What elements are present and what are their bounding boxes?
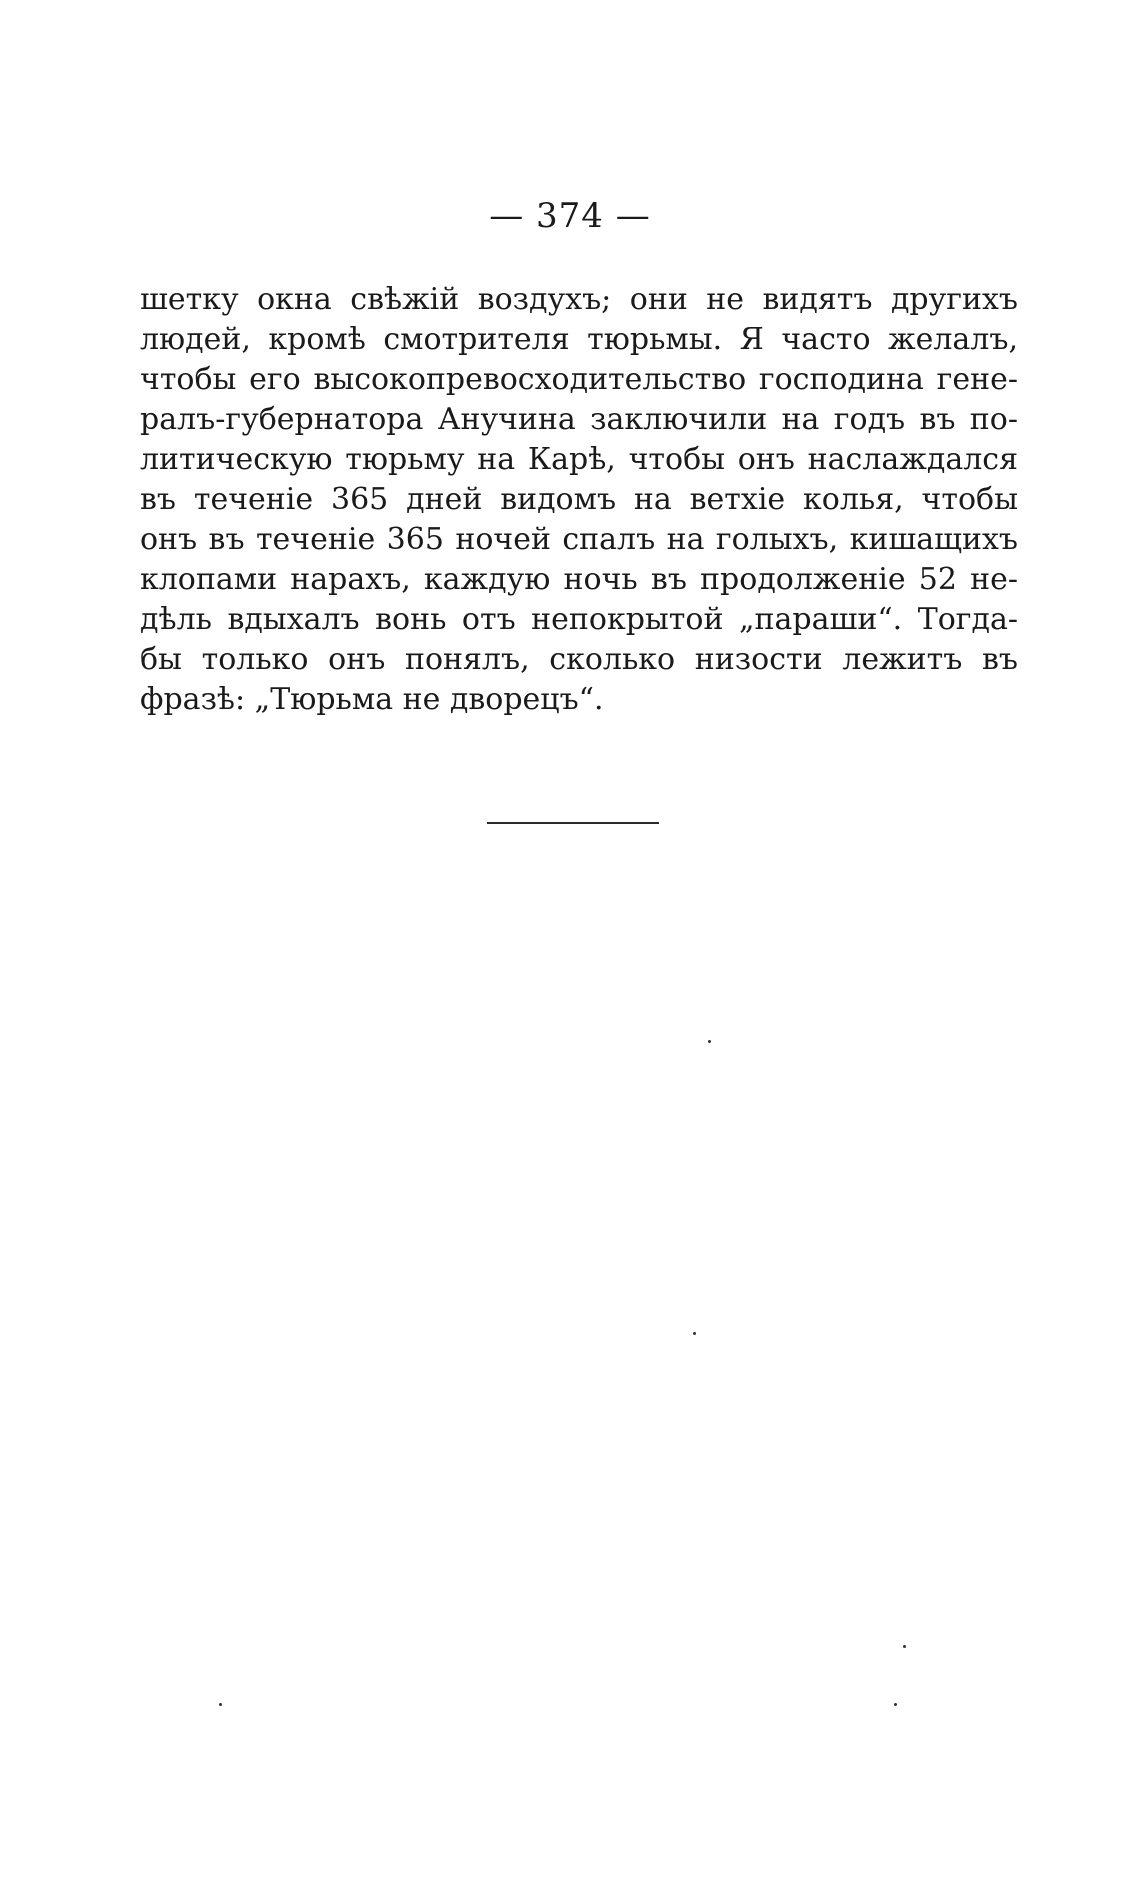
text-line: бы только онъ понялъ, сколько низости лежитъ въ [140,642,1018,677]
text-line: шетку окна свѣжій воздухъ; они не видятъ другихъ [140,282,1018,317]
scan-speck [693,1332,696,1335]
scan-speck [903,1645,906,1648]
page-number: — 374 — [489,196,651,236]
text-line: ралъ-губернатора Анучина заключили на годъ въ по- [140,402,1018,437]
text-line: чтобы его высокопревосходительство господина гене- [140,362,1018,397]
text-line-final: фразѣ: „Тюрьма не дворецъ“. [140,682,604,717]
text-line: литическую тюрьму на Карѣ, чтобы онъ наслаждался [140,442,1018,477]
text-line: въ теченіе 365 дней видомъ на ветхіе колья, чтобы [140,482,1018,517]
body-text [140,280,1018,720]
text-line: дѣль вдыхалъ вонь отъ непокрытой „параши“. Тогда- [140,602,1018,637]
section-divider-rule [487,822,659,824]
scan-speck [708,1040,711,1043]
scan-speck [894,1703,897,1706]
scan-speck [219,1703,222,1706]
text-line: клопами нарахъ, каждую ночь въ продолженіе 52 не- [140,562,1018,597]
text-line: людей, кромѣ смотрителя тюрьмы. Я часто желалъ, [140,322,1018,357]
text-line: онъ въ теченіе 365 ночей спалъ на голыхъ, кишащихъ [140,522,1018,557]
